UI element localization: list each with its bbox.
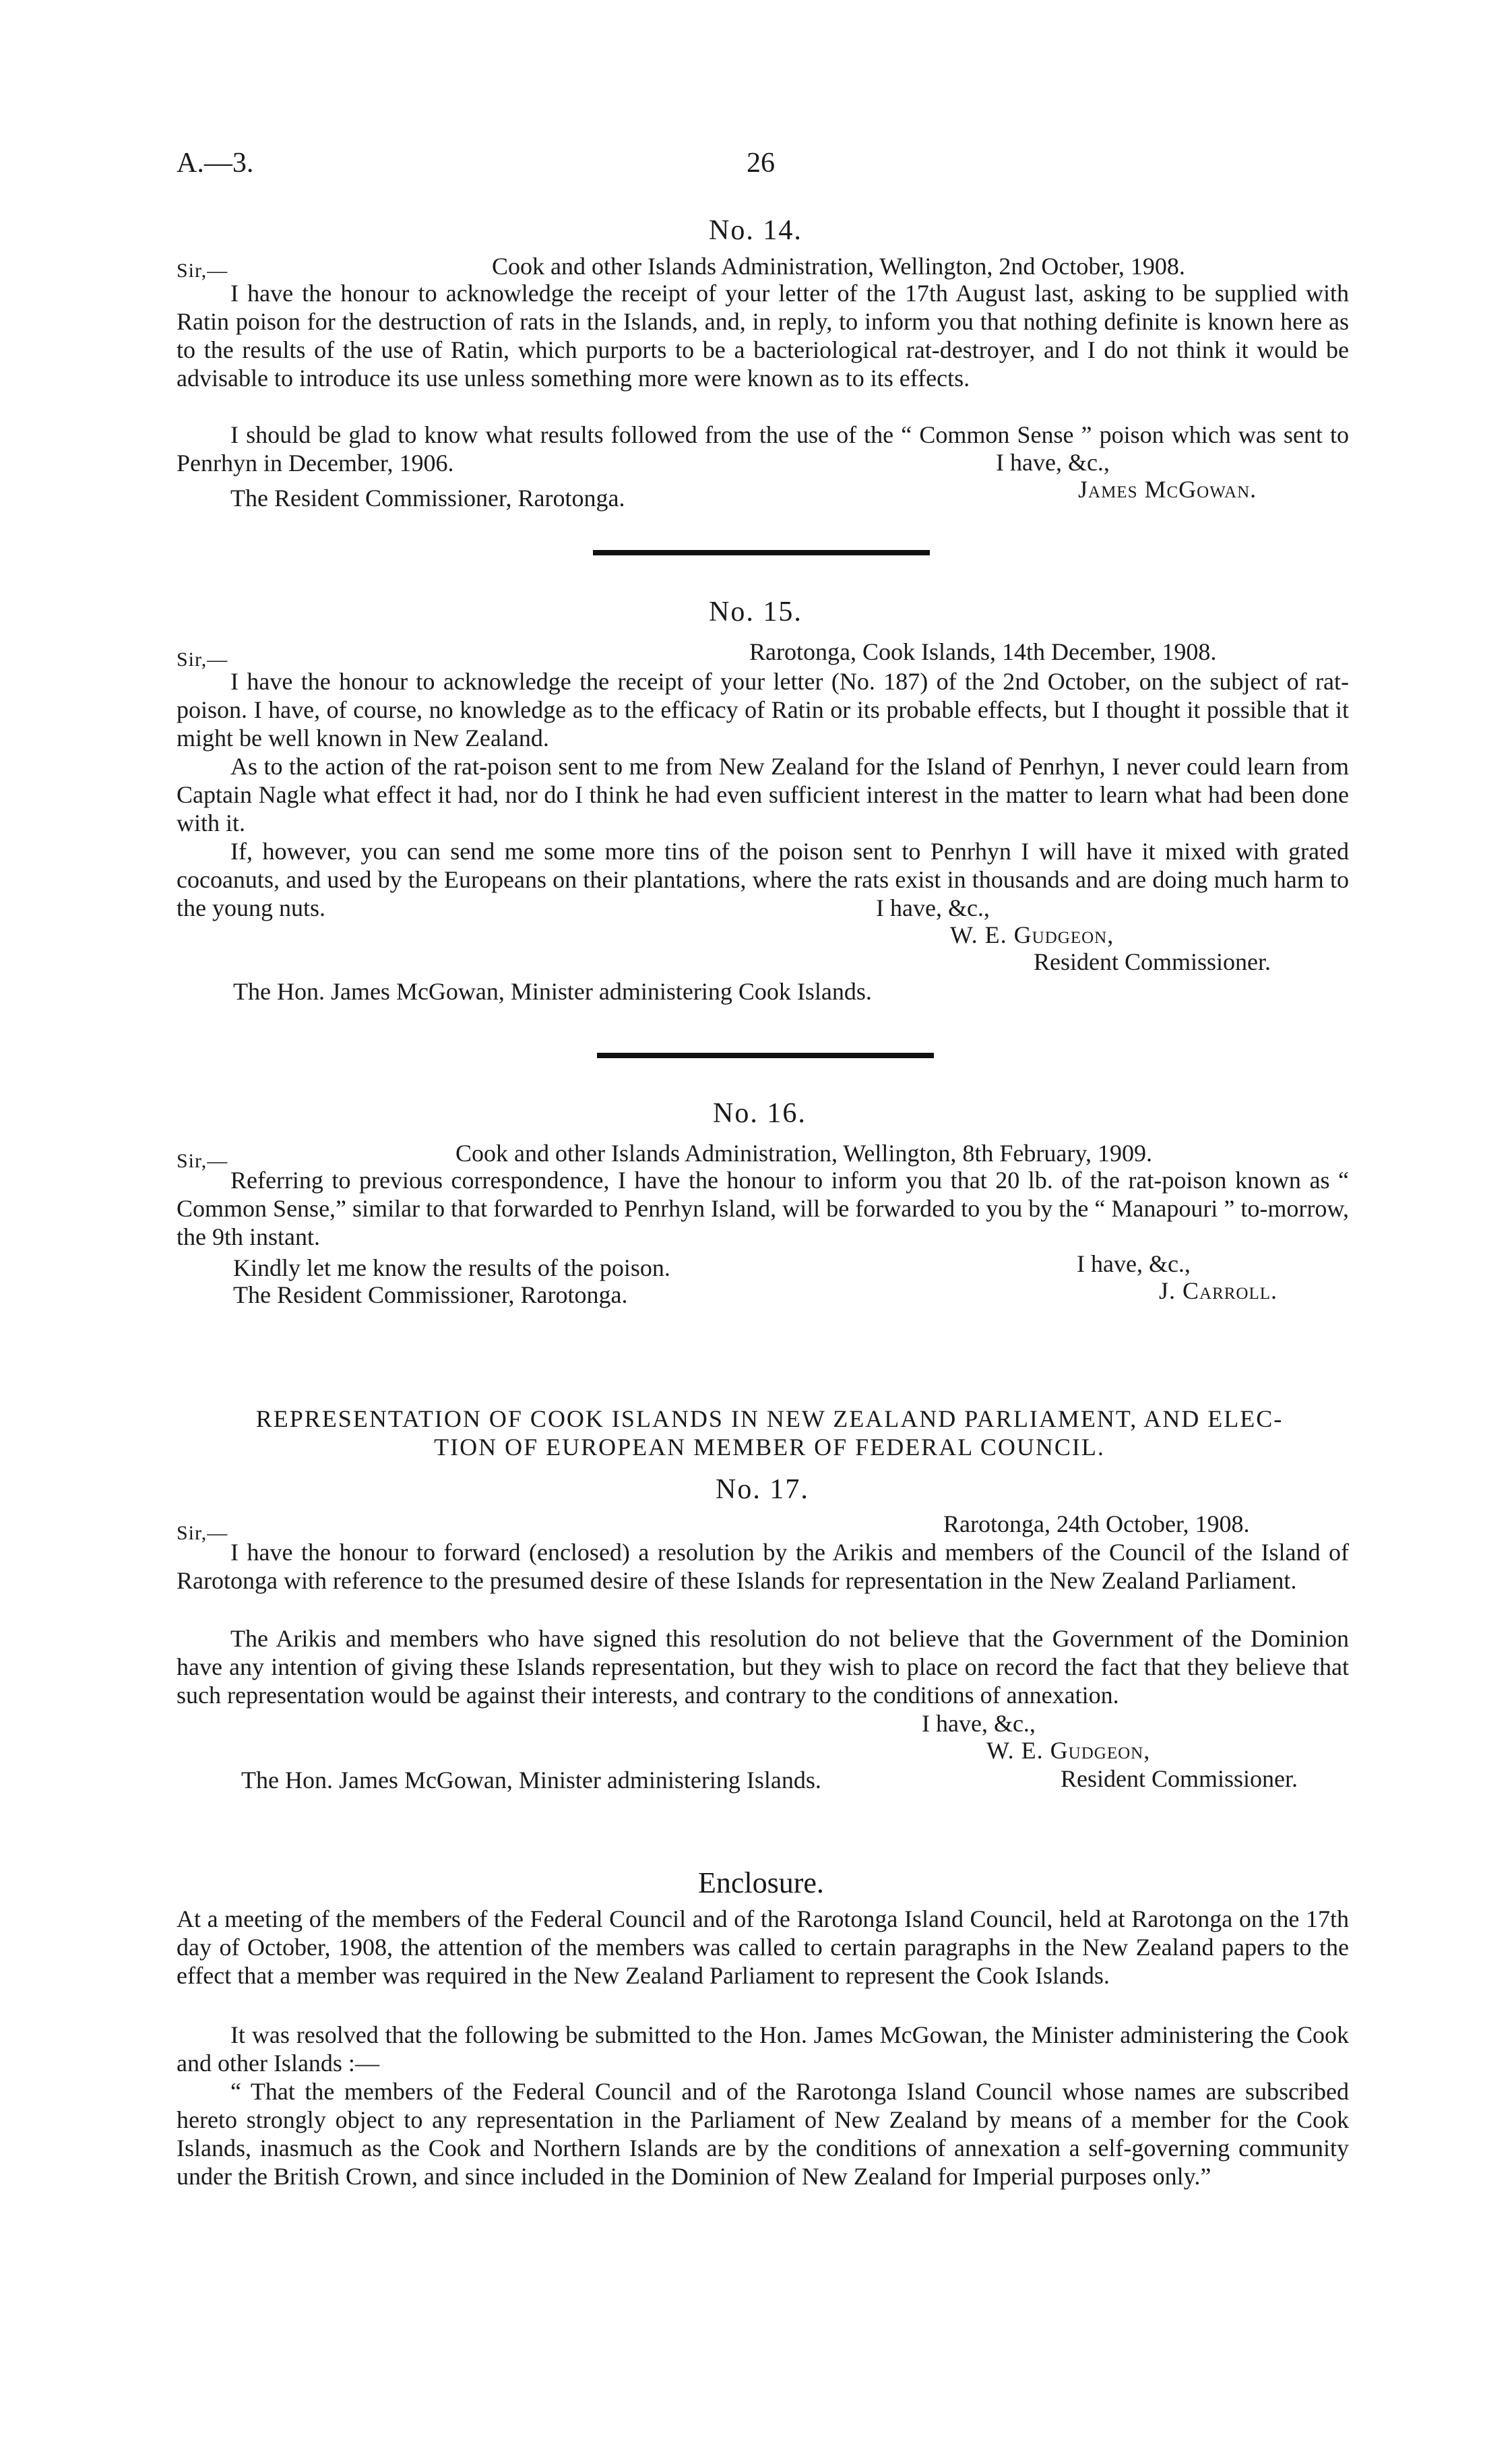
section-heading: REPRESENTATION OF COOK ISLANDS IN NEW ZEALAND PARLIAMENT, AND ELEC- — [255, 1405, 1284, 1432]
letter-number: No. 15. — [709, 596, 802, 627]
letter-number: No. 16. — [713, 1098, 807, 1129]
addressee: The Hon. James McGowan, Minister administering Cook Islands. — [233, 978, 872, 1005]
signature-title: Resident Commissioner. — [1034, 948, 1271, 975]
salutation: Sir,— — [177, 1150, 228, 1172]
signature: James McGowan. — [1078, 476, 1257, 503]
addressee: The Hon. James McGowan, Minister administering Islands. — [241, 1767, 821, 1794]
separator-rule — [597, 1053, 934, 1058]
letter-number: No. 17. — [716, 1474, 809, 1505]
enclosure-paragraph: It was resolved that the following be submitted to the Hon. James McGowan, the Minister administering the Cook and other Islands :— — [177, 2021, 1349, 2077]
letter-paragraph: I have the honour to acknowledge the receipt of your letter (No. 187) of the 2nd October, on the subject of rat-poison. I have, of course, no knowledge as to the efficacy of Ratin or its probable effects, but I thought it possible that it might be well known in New Zealand. — [177, 668, 1349, 752]
closing: I have, &c., — [876, 894, 990, 921]
salutation: Sir,— — [177, 1522, 228, 1544]
closing: I have, &c., — [996, 449, 1110, 476]
letter-paragraph: Kindly let me know the results of the poison. — [233, 1254, 670, 1281]
enclosure-paragraph: At a meeting of the members of the Federal Council and of the Rarotonga Island Council, held at Rarotonga on the 17th day of October, 1908, the attention of the members was called to certain paragraphs in the New Zealand papers to the effect that a member was required in the New Zealand Parliament to represent the Cook Islands. — [177, 1905, 1349, 1989]
letter-paragraph: As to the action of the rat-poison sent to me from New Zealand for the Island of Penrhyn, I never could learn from Captain Nagle what effect it had, nor do I think he had even sufficient interest in the matter to learn what had been done with it. — [177, 753, 1349, 836]
separator-rule — [593, 550, 930, 555]
closing: I have, &c., — [922, 1710, 1036, 1737]
page-number: 26 — [747, 148, 775, 179]
letter-number: No. 14. — [709, 215, 802, 246]
section-heading: TION OF EUROPEAN MEMBER OF FEDERAL COUNCIL. — [434, 1434, 1105, 1461]
salutation: Sir,— — [177, 648, 228, 671]
salutation: Sir,— — [177, 259, 228, 282]
enclosure-title: Enclosure. — [698, 1866, 824, 1899]
letter-paragraph: If, however, you can send me some more tins of the poison sent to Penrhyn I will have it mixed with grated cocoanuts, and used by the Europeans on their plantations, where the rats exist in thousands and are doing much harm to the young nuts. — [177, 838, 1349, 921]
signature-title: Resident Commissioner. — [1061, 1765, 1298, 1792]
dateline: Rarotonga, 24th October, 1908. — [943, 1510, 1250, 1537]
signature: W. E. Gudgeon, — [986, 1737, 1151, 1764]
letter-paragraph: Referring to previous correspondence, I have the honour to inform you that 20 lb. of the rat-poison known as “ Common Sense,” similar to that forwarded to Penrhyn Island, will be forwarded to you by the “ Manapouri ” to-morrow, the 9th instant. — [177, 1167, 1349, 1250]
letter-paragraph: I have the honour to acknowledge the receipt of your letter of the 17th August last, asking to be supplied with Ratin poison for the destruction of rats in the Islands, and, in reply, to inform you that nothing definite is known here as to the results of the use of Ratin, which purports to be a bacteriological rat-destroyer, and I do not think it would be advisable to introduce its use unless something more were known as to its effects. — [177, 280, 1349, 392]
signature: J. Carroll. — [1159, 1277, 1278, 1304]
addressee: The Resident Commissioner, Rarotonga. — [230, 485, 625, 512]
letter-paragraph: The Arikis and members who have signed this resolution do not believe that the Government of the Dominion have any intention of giving these Islands representation, but they wish to place on record the fact that they believe that such representation would be against their interests, and contrary to the conditions of annexation. — [177, 1625, 1349, 1709]
dateline: Cook and other Islands Administration, Wellington, 2nd October, 1908. — [492, 253, 1185, 280]
enclosure-paragraph: “ That the members of the Federal Council and of the Rarotonga Island Council whose names are subscribed hereto strongly object to any representation in the Parliament of New Zealand by means of a member for the Cook Islands, inasmuch as the Cook and Northern Islands are by the conditions of annexation a self-governing community under the British Crown, and since included in the Dominion of New Zealand for Imperial purposes only.” — [177, 2078, 1349, 2190]
letter-paragraph: I should be glad to know what results followed from the use of the “ Common Sense ” poison which was sent to Penrhyn in December, 1906. — [177, 421, 1349, 477]
dateline: Rarotonga, Cook Islands, 14th December, 1908. — [749, 638, 1217, 665]
letter-paragraph: I have the honour to forward (enclosed) a resolution by the Arikis and members of the Council of the Island of Rarotonga with reference to the presumed desire of these Islands for representation in the New Zealand Parliament. — [177, 1539, 1349, 1594]
section-code: A.—3. — [177, 148, 254, 179]
signature: W. E. Gudgeon, — [950, 921, 1114, 948]
dateline: Cook and other Islands Administration, Wellington, 8th February, 1909. — [455, 1140, 1152, 1167]
addressee: The Resident Commissioner, Rarotonga. — [233, 1281, 628, 1308]
closing: I have, &c., — [1077, 1250, 1191, 1277]
